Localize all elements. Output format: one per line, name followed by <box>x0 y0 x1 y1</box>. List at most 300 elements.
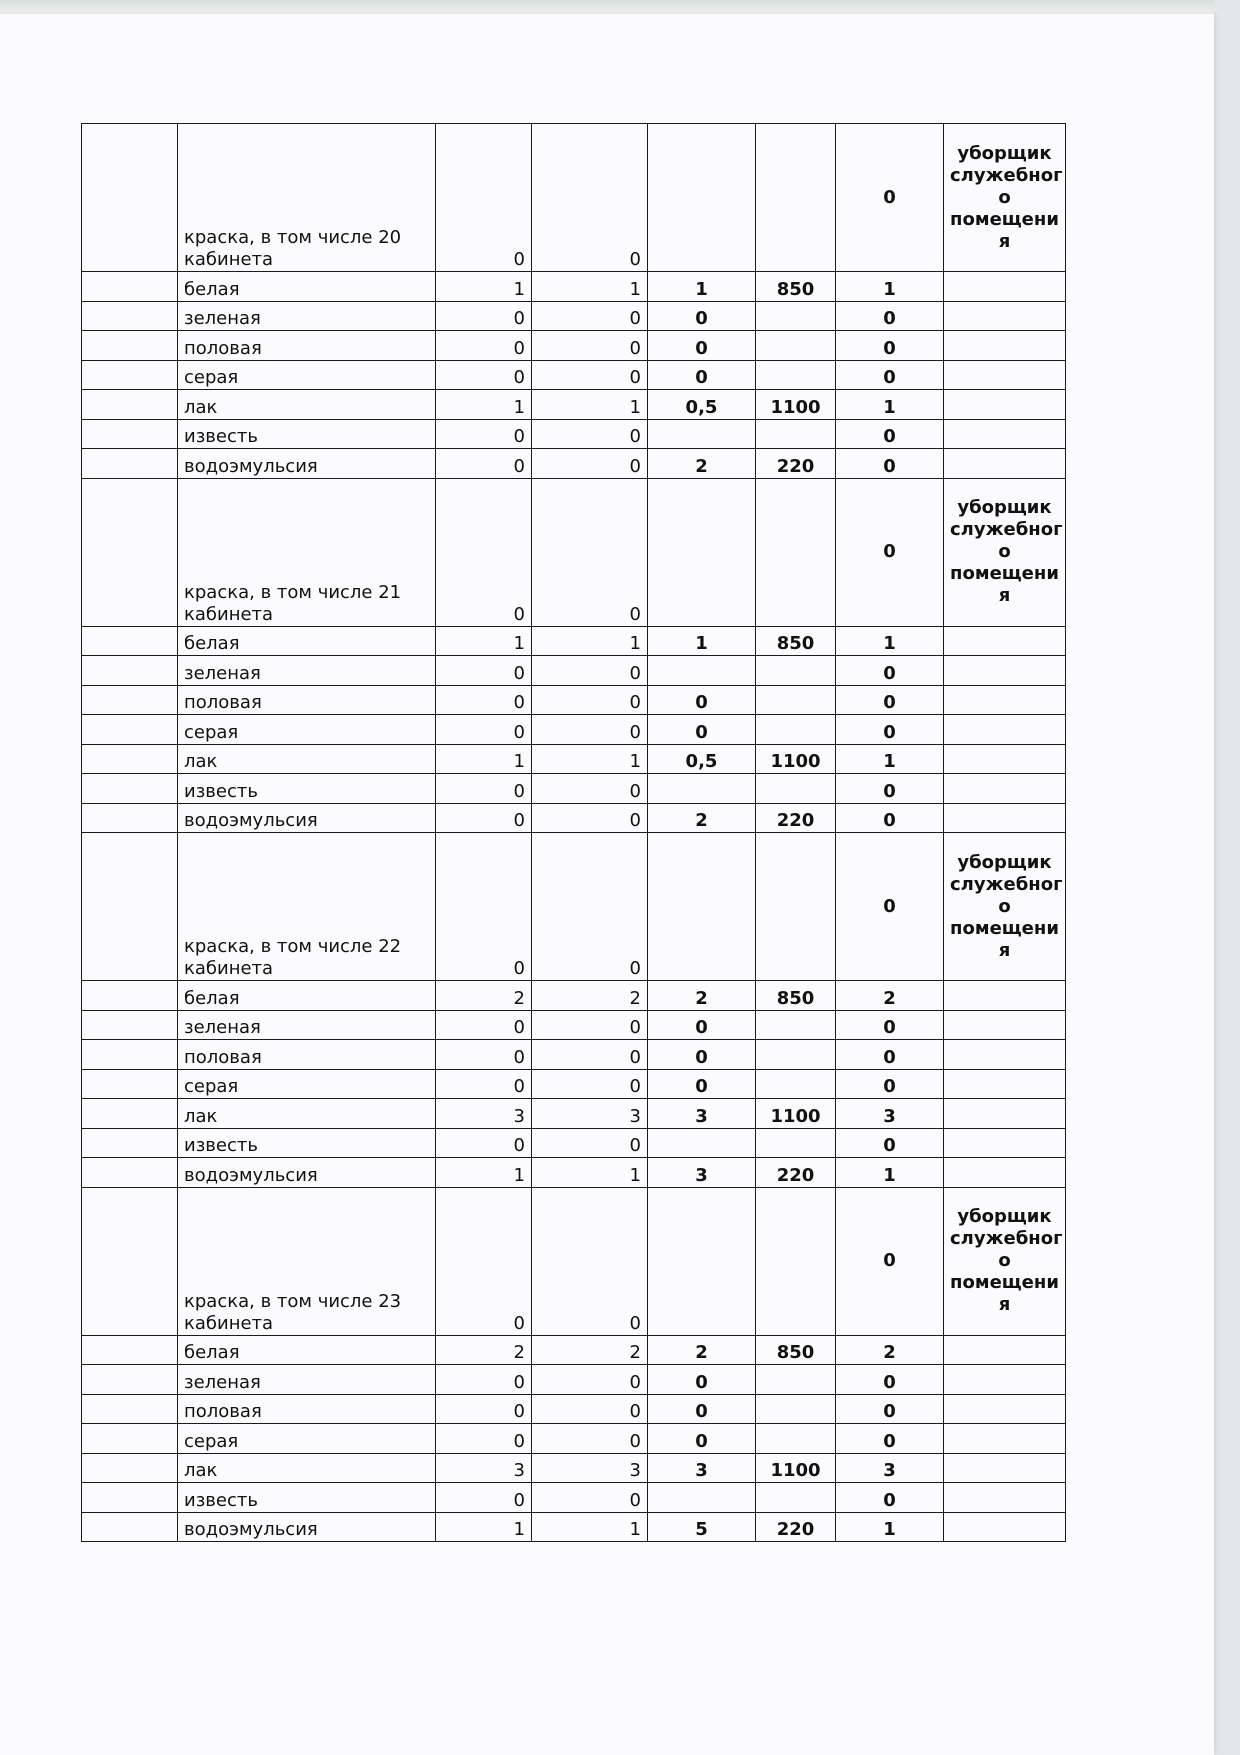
norm-cell: 0 <box>648 685 756 715</box>
table-row <box>82 1069 1066 1099</box>
price-cell <box>756 124 836 272</box>
blank-cell <box>82 1453 178 1483</box>
position-note-line: служебног <box>950 519 1063 540</box>
group-title <box>178 478 436 626</box>
price-cell: 1100 <box>756 1099 836 1129</box>
table-row <box>82 419 1066 449</box>
total-cell: 0 <box>836 1187 944 1335</box>
blank-cell <box>82 419 178 449</box>
qty-cell: 3 <box>436 1099 532 1129</box>
position-note-line: я <box>998 939 1011 961</box>
table-row <box>82 272 1066 302</box>
qty-cell: 0 <box>532 1365 648 1395</box>
note-cell <box>944 744 1066 774</box>
blank-cell <box>82 1335 178 1365</box>
table-row <box>82 449 1066 479</box>
qty-cell: 0 <box>532 331 648 361</box>
total-cell: 0 <box>836 419 944 449</box>
position-note-line: служебног <box>950 164 1063 186</box>
total-cell: 1 <box>836 390 944 420</box>
norm-cell: 0,5 <box>648 744 756 774</box>
qty-cell: 0 <box>436 1040 532 1070</box>
table-row <box>82 301 1066 331</box>
total-cell: 0 <box>836 1010 944 1040</box>
qty-cell: 1 <box>436 390 532 420</box>
note-cell <box>944 1010 1066 1040</box>
table-row <box>82 1483 1066 1513</box>
qty-cell: 1 <box>532 390 648 420</box>
qty-cell: 1 <box>436 626 532 656</box>
qty-cell: 1 <box>532 626 648 656</box>
group-header-row <box>82 124 1066 272</box>
norm-cell: 2 <box>648 981 756 1011</box>
table-row <box>82 981 1066 1011</box>
scan-right-edge <box>1214 0 1240 1755</box>
blank-cell <box>82 1187 178 1335</box>
blank-cell <box>82 1099 178 1129</box>
note-cell <box>944 1040 1066 1070</box>
note-cell <box>944 1483 1066 1513</box>
norm-cell <box>648 1128 756 1158</box>
qty-cell: 0 <box>436 1483 532 1513</box>
table-row <box>82 1040 1066 1070</box>
position-note-line: о <box>998 541 1011 562</box>
item-name: половая <box>178 331 436 361</box>
group-title-line1: краска, в том числе 21 <box>184 581 402 603</box>
item-name: лак <box>178 1453 436 1483</box>
blank-cell <box>82 833 178 981</box>
blank-cell <box>82 1128 178 1158</box>
group-header-row <box>82 478 1066 626</box>
norm-cell: 0 <box>648 360 756 390</box>
price-cell <box>756 331 836 361</box>
position-note-line: я <box>998 230 1011 252</box>
position-note-line: уборщик <box>957 1206 1052 1227</box>
blank-cell <box>82 1040 178 1070</box>
note-cell <box>944 685 1066 715</box>
position-note <box>944 124 1066 272</box>
norm-cell: 0 <box>648 1010 756 1040</box>
table-row <box>82 390 1066 420</box>
qty-cell: 0 <box>532 833 648 981</box>
note-cell <box>944 656 1066 686</box>
total-cell: 0 <box>836 656 944 686</box>
qty-cell: 0 <box>436 124 532 272</box>
item-name: белая <box>178 1335 436 1365</box>
group-title-line2: кабинета <box>184 603 274 625</box>
table-row <box>82 715 1066 745</box>
norm-cell: 1 <box>648 626 756 656</box>
position-note <box>944 833 1066 981</box>
item-name: известь <box>178 1128 436 1158</box>
qty-cell: 0 <box>532 1010 648 1040</box>
qty-cell: 0 <box>436 419 532 449</box>
norm-cell: 2 <box>648 449 756 479</box>
blank-cell <box>82 774 178 804</box>
qty-cell: 2 <box>532 1335 648 1365</box>
item-name: белая <box>178 626 436 656</box>
price-cell <box>756 715 836 745</box>
note-cell <box>944 331 1066 361</box>
position-note-line: уборщик <box>957 497 1052 518</box>
blank-cell <box>82 626 178 656</box>
qty-cell: 0 <box>436 656 532 686</box>
total-cell: 1 <box>836 626 944 656</box>
table-row <box>82 1453 1066 1483</box>
total-cell: 0 <box>836 331 944 361</box>
qty-cell: 1 <box>436 1158 532 1188</box>
qty-cell: 1 <box>436 1512 532 1542</box>
norm-cell <box>648 833 756 981</box>
note-cell <box>944 626 1066 656</box>
note-cell <box>944 1158 1066 1188</box>
norm-cell <box>648 124 756 272</box>
group-header-row <box>82 833 1066 981</box>
total-cell: 1 <box>836 1158 944 1188</box>
item-name: серая <box>178 1069 436 1099</box>
item-name: зеленая <box>178 1010 436 1040</box>
qty-cell: 2 <box>436 1335 532 1365</box>
qty-cell: 0 <box>436 1365 532 1395</box>
table-row <box>82 1099 1066 1129</box>
norm-cell <box>648 419 756 449</box>
qty-cell: 0 <box>532 715 648 745</box>
position-note <box>944 478 1066 626</box>
price-cell <box>756 419 836 449</box>
price-cell <box>756 1187 836 1335</box>
document-page <box>0 14 1214 1755</box>
item-name: известь <box>178 774 436 804</box>
note-cell <box>944 1069 1066 1099</box>
group-title <box>178 124 436 272</box>
note-cell <box>944 1453 1066 1483</box>
total-cell: 2 <box>836 1335 944 1365</box>
qty-cell: 1 <box>436 744 532 774</box>
norm-cell: 0,5 <box>648 390 756 420</box>
blank-cell <box>82 981 178 1011</box>
qty-cell: 0 <box>436 331 532 361</box>
table-row <box>82 1128 1066 1158</box>
qty-cell: 0 <box>436 833 532 981</box>
blank-cell <box>82 478 178 626</box>
item-name: лак <box>178 744 436 774</box>
table-row <box>82 626 1066 656</box>
total-cell: 0 <box>836 478 944 626</box>
price-cell <box>756 1365 836 1395</box>
blank-cell <box>82 1483 178 1513</box>
norm-cell: 0 <box>648 1069 756 1099</box>
blank-cell <box>82 1010 178 1040</box>
price-cell: 850 <box>756 272 836 302</box>
table-row <box>82 1424 1066 1454</box>
norm-cell: 0 <box>648 331 756 361</box>
blank-cell <box>82 744 178 774</box>
table-row <box>82 685 1066 715</box>
item-name: серая <box>178 715 436 745</box>
blank-cell <box>82 449 178 479</box>
blank-cell <box>82 1365 178 1395</box>
position-note-line: уборщик <box>957 851 1052 873</box>
price-cell <box>756 1010 836 1040</box>
qty-cell: 0 <box>532 1128 648 1158</box>
total-cell: 2 <box>836 981 944 1011</box>
position-note-line: служебног <box>950 1228 1063 1249</box>
table-row <box>82 1512 1066 1542</box>
price-cell <box>756 360 836 390</box>
qty-cell: 0 <box>532 1040 648 1070</box>
qty-cell: 0 <box>532 803 648 833</box>
qty-cell: 1 <box>532 272 648 302</box>
norm-cell: 0 <box>648 1365 756 1395</box>
qty-cell: 2 <box>532 981 648 1011</box>
price-cell <box>756 478 836 626</box>
qty-cell: 0 <box>436 478 532 626</box>
total-cell: 0 <box>836 1365 944 1395</box>
blank-cell <box>82 360 178 390</box>
qty-cell: 0 <box>532 419 648 449</box>
blank-cell <box>82 685 178 715</box>
price-cell <box>756 1040 836 1070</box>
total-cell: 0 <box>836 449 944 479</box>
scan-top-edge <box>0 0 1240 14</box>
qty-cell: 0 <box>532 360 648 390</box>
table-row <box>82 744 1066 774</box>
qty-cell: 0 <box>532 1069 648 1099</box>
qty-cell: 0 <box>436 1187 532 1335</box>
position-note-line: о <box>998 895 1011 917</box>
qty-cell: 0 <box>532 656 648 686</box>
price-cell: 220 <box>756 803 836 833</box>
qty-cell: 0 <box>436 1010 532 1040</box>
total-cell: 0 <box>836 124 944 272</box>
qty-cell: 0 <box>436 803 532 833</box>
norm-cell: 5 <box>648 1512 756 1542</box>
price-cell: 220 <box>756 1158 836 1188</box>
blank-cell <box>82 331 178 361</box>
price-cell: 850 <box>756 1335 836 1365</box>
qty-cell: 0 <box>532 449 648 479</box>
position-note-line: уборщик <box>957 142 1052 164</box>
position-note-line: помещени <box>950 917 1059 939</box>
price-cell <box>756 1128 836 1158</box>
table-row <box>82 774 1066 804</box>
total-cell: 0 <box>836 360 944 390</box>
note-cell <box>944 1394 1066 1424</box>
table-row <box>82 1158 1066 1188</box>
item-name: белая <box>178 981 436 1011</box>
total-cell: 0 <box>836 774 944 804</box>
position-note-line: служебног <box>950 873 1063 895</box>
qty-cell: 0 <box>436 774 532 804</box>
total-cell: 1 <box>836 272 944 302</box>
position-note-line: помещени <box>950 563 1059 584</box>
total-cell: 0 <box>836 301 944 331</box>
note-cell <box>944 803 1066 833</box>
qty-cell: 0 <box>532 124 648 272</box>
table-row <box>82 1335 1066 1365</box>
position-note-line: помещени <box>950 1272 1059 1293</box>
table-row <box>82 1365 1066 1395</box>
total-cell: 0 <box>836 1040 944 1070</box>
note-cell <box>944 390 1066 420</box>
qty-cell: 0 <box>436 1424 532 1454</box>
norm-cell: 0 <box>648 1424 756 1454</box>
price-cell <box>756 301 836 331</box>
price-cell <box>756 656 836 686</box>
item-name: половая <box>178 1394 436 1424</box>
norm-cell: 1 <box>648 272 756 302</box>
qty-cell: 0 <box>532 1483 648 1513</box>
norm-cell <box>648 656 756 686</box>
price-cell: 850 <box>756 626 836 656</box>
price-cell <box>756 1483 836 1513</box>
price-cell <box>756 1069 836 1099</box>
group-title <box>178 1187 436 1335</box>
group-header-row <box>82 1187 1066 1335</box>
norm-cell: 0 <box>648 1040 756 1070</box>
qty-cell: 1 <box>532 1512 648 1542</box>
norm-cell: 0 <box>648 715 756 745</box>
position-note-line: о <box>998 186 1011 208</box>
table-row <box>82 1010 1066 1040</box>
qty-cell: 0 <box>436 449 532 479</box>
blank-cell <box>82 803 178 833</box>
total-cell: 3 <box>836 1453 944 1483</box>
qty-cell: 0 <box>532 1187 648 1335</box>
total-cell: 0 <box>836 833 944 981</box>
position-note <box>944 1187 1066 1335</box>
item-name: водоэмульсия <box>178 449 436 479</box>
blank-cell <box>82 1158 178 1188</box>
item-name: белая <box>178 272 436 302</box>
price-cell: 220 <box>756 449 836 479</box>
group-title-line2: кабинета <box>184 249 274 270</box>
blank-cell <box>82 1394 178 1424</box>
qty-cell: 0 <box>436 1069 532 1099</box>
qty-cell: 1 <box>532 744 648 774</box>
note-cell <box>944 1335 1066 1365</box>
price-cell: 1100 <box>756 744 836 774</box>
total-cell: 0 <box>836 1069 944 1099</box>
blank-cell <box>82 390 178 420</box>
norm-cell <box>648 1483 756 1513</box>
qty-cell: 0 <box>532 478 648 626</box>
note-cell <box>944 981 1066 1011</box>
qty-cell: 0 <box>436 715 532 745</box>
qty-cell: 0 <box>532 685 648 715</box>
price-cell <box>756 1424 836 1454</box>
price-cell: 1100 <box>756 390 836 420</box>
table-row <box>82 1394 1066 1424</box>
qty-cell: 3 <box>532 1453 648 1483</box>
note-cell <box>944 1099 1066 1129</box>
norm-cell: 3 <box>648 1453 756 1483</box>
item-name: водоэмульсия <box>178 1158 436 1188</box>
price-cell: 1100 <box>756 1453 836 1483</box>
norm-cell <box>648 774 756 804</box>
total-cell: 0 <box>836 685 944 715</box>
qty-cell: 3 <box>532 1099 648 1129</box>
item-name: водоэмульсия <box>178 803 436 833</box>
qty-cell: 1 <box>436 272 532 302</box>
group-title-line1: краска, в том числе 20 <box>184 227 402 248</box>
qty-cell: 0 <box>436 360 532 390</box>
note-cell <box>944 1512 1066 1542</box>
qty-cell: 0 <box>532 1424 648 1454</box>
blank-cell <box>82 1069 178 1099</box>
norm-cell: 0 <box>648 301 756 331</box>
item-name: лак <box>178 390 436 420</box>
price-cell <box>756 685 836 715</box>
table-row <box>82 656 1066 686</box>
note-cell <box>944 1424 1066 1454</box>
price-cell <box>756 1394 836 1424</box>
group-title-line1: краска, в том числе 22 <box>184 936 402 957</box>
note-cell <box>944 449 1066 479</box>
group-title-line2: кабинета <box>184 958 274 979</box>
norm-cell: 2 <box>648 803 756 833</box>
total-cell: 1 <box>836 744 944 774</box>
group-title <box>178 833 436 981</box>
item-name: зеленая <box>178 656 436 686</box>
qty-cell: 0 <box>436 685 532 715</box>
blank-cell <box>82 715 178 745</box>
group-title-line2: кабинета <box>184 1312 274 1334</box>
item-name: зеленая <box>178 1365 436 1395</box>
norm-cell: 2 <box>648 1335 756 1365</box>
qty-cell: 0 <box>532 301 648 331</box>
blank-cell <box>82 1512 178 1542</box>
item-name: зеленая <box>178 301 436 331</box>
item-name: серая <box>178 1424 436 1454</box>
table-row <box>82 331 1066 361</box>
norm-cell: 3 <box>648 1158 756 1188</box>
norm-cell: 3 <box>648 1099 756 1129</box>
blank-cell <box>82 301 178 331</box>
note-cell <box>944 1128 1066 1158</box>
total-cell: 0 <box>836 715 944 745</box>
total-cell: 1 <box>836 1512 944 1542</box>
item-name: половая <box>178 1040 436 1070</box>
blank-cell <box>82 1424 178 1454</box>
qty-cell: 1 <box>532 1158 648 1188</box>
blank-cell <box>82 272 178 302</box>
table-row <box>82 360 1066 390</box>
note-cell <box>944 272 1066 302</box>
item-name: известь <box>178 419 436 449</box>
item-name: половая <box>178 685 436 715</box>
qty-cell: 0 <box>436 1394 532 1424</box>
note-cell <box>944 419 1066 449</box>
norm-cell <box>648 1187 756 1335</box>
note-cell <box>944 774 1066 804</box>
total-cell: 0 <box>836 1394 944 1424</box>
item-name: водоэмульсия <box>178 1512 436 1542</box>
note-cell <box>944 715 1066 745</box>
qty-cell: 0 <box>436 301 532 331</box>
item-name: лак <box>178 1099 436 1129</box>
item-name: серая <box>178 360 436 390</box>
position-note-line: о <box>998 1250 1011 1271</box>
norm-cell <box>648 478 756 626</box>
position-note-line: я <box>998 1294 1011 1315</box>
position-note-line: я <box>998 585 1011 606</box>
price-cell <box>756 833 836 981</box>
note-cell <box>944 301 1066 331</box>
qty-cell: 0 <box>532 1394 648 1424</box>
blank-cell <box>82 656 178 686</box>
total-cell: 0 <box>836 1424 944 1454</box>
